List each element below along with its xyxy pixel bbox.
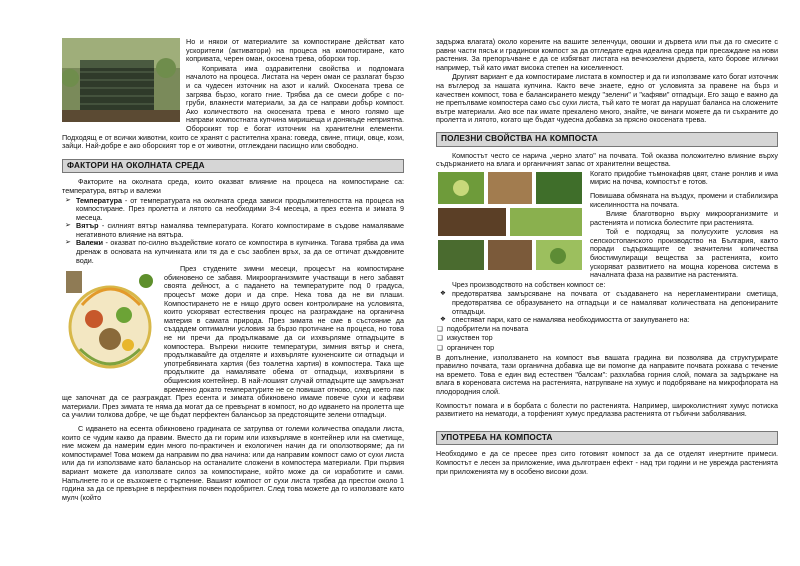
purchase-item: ❑ изкуствен тор: [448, 334, 778, 344]
factors-intro: Факторите на околната среда, които оказват влияние на процеса на компостиране са: температура, вятър и валежи: [62, 177, 404, 195]
benefits-structure: В допълнение, използването на компост във вашата градина ви позволява да структурирате правилно почвата, тази органична добавка ще ви помогне да направите почвата рохкава с течение на времето. Това е един вид естествен "балсам": разхлабва горния слой, помага за задържане на влага в кореновата система на растенията, натрупване на хумус и подобряване на микрофлората на плодородния слой.: [436, 352, 778, 396]
benefits-diseases: Компостът помага и в борбата с болести по растенията. Например, широколистният хумус потиска развитието на нематоди, а торфеният хумус предлазва растенията от гъбични заболявания.: [436, 400, 778, 419]
factor-item-rain: ➢ Валежи - оказват по-силно въздействие когато се компостира в купчинка. Тогава трябва да има дренаж в основата на купчинката или тя да е със заоблен връх, за да се оттичат дъждовните води.: [76, 239, 404, 265]
production-list: [436, 290, 778, 324]
benefits-ready: Когато придобие тъмнокафяв цвят, стане ронлив и има мирис на почва, компостът е готов.: [590, 168, 778, 187]
factor-item-wind: ➢ Вятър - силният вятър намалява температурата. Когато компостираме в съдове намаляваме негативното влияние на вятъра.: [76, 222, 404, 239]
purchase-item: ❑ органичен тор: [448, 344, 778, 354]
intro-paragraph-2: Копривата има оздравителни свойства и подпомага началото на процеса. Листата на черен оман се разлагат бързо и са чудесен източник на азот и калий. Окосената трева се загрява бързо, когато гние. Трябва да се смеси добре с по-груби, влакнести материали, за да се направи добър компост. Ако количеството на окосената трева е много голямо ще направи компостната купчина миришеща и донякъде неприятна. Оборският тор е богат източник на хранителни елементи. Подходящ е от всички животни, които се хранят с растителна храна: говеда, свине, птици, овце, кози, зайци. Най-добре е ако оборският тор е от животни, отглеждани пасищно или свободно.: [62, 63, 404, 151]
winter-paragraph: През студените зимни месеци, процесът на компостиране обикновено се забавя. Микроорганизмите участващи в него забавят своята дейност, а с падането на температурите под 0 градуса, процесът може дори и да спре. Нека това да не ви плаши. Компостирането не е нищо друго освен контролиране на условията, които ускоряват естествения процес на разграждане на органична материя в самата природа. През зимата не сме в състояние да създадем оптимални условия за бързо протичане на процеса, но това не ни пречи да продължаваме да си изхвърляме отпадъците в компостера. Въпреки ниските температури, зимния вятър и снега, продължавайте да отделяте и изхвърляте кухненските си отпадъци и употребявината хартия (без тоалетна хартия) в компостера. Така ще продължите да намалявате обема от отпадъци, изхвърляни в общинския контейнер. В най-лошият случай отпадъците ще замръзнат временно докато температурите не се повишат отново, след което пак ще започнат да се разграждат. През есента и зимата обикновено имаме повече сухи и кафяви материали. През зимата те няма да могат да се превърнат в компост, но до идването на пролетта ще са училии толкова добре, че ще бъдат перфектен балансьор за предстоящите зелени отпадъци.: [62, 264, 404, 420]
production-item: ❖ предотвратява замърсяване на почвата от създаването на нерегламентирани сметища, предотвратява се образуването на отпадъци и се намаляват количествата на депонираните отпадъци.: [452, 290, 778, 316]
use-paragraph: Необходимо е да се пресее през сито готовият компост за да се отделят инертните примеси. Компостът е лесен за приложение, има дълготраен ефект - над три години и не уврежда растенията при приложенията му в особено високи дози.: [436, 449, 778, 476]
second-variant-paragraph: Другият вариант е да компостираме листата в компостер и да ги използваме като богат източник на въглерод за нашата купчина. Както вече знаете, едно от условията за правене на бърз и качествен компост, това е балансирането между "зелени" и "кафяви" отпадъци. Его защо е важно да не препълваме компостера само със сухи листа, тъй като те могат да нарушат баланса на сложените вътре материали. Ако все пак имате прекалено много, знайте, че винаги можете да ги съхраните до пролетта и лятото, когато ще бъдат чудесна добавка за прясно окосената трева.: [436, 72, 778, 125]
continued-paragraph: задържа влагата) около корените на вашите зеленчуци, овошки и дървета или пък да го смесите с равни части пясък и градински компост за да отгледате една идеална среда при пресаждане на нови растения. За препоръчване е да се избягват листата на вечнозелени дървета, като борове иглички например, тъй като имат висока степен на киселинност.: [436, 37, 778, 72]
purchase-item: ❑ подобрители на почвата: [448, 325, 778, 335]
right-column: [436, 38, 778, 477]
section-heading-factors: ФАКТОРИ НА ОКОЛНАТА СРЕДА: [62, 159, 404, 174]
compost-cycle-illustration: [62, 265, 158, 383]
benefits-air: Повишава обмяната на въздух, промени и стабилизира киселинността на почвата.: [590, 190, 778, 209]
compost-bin-photo: [62, 38, 180, 122]
production-item: ❖ спестяват пари, като се намалява необходимостта от закупуването на:: [452, 316, 778, 325]
production-intro: Чрез производството на собствен компост се:: [452, 279, 606, 289]
section-heading-benefits: ПОЛЕЗНИ СВОЙСТВА НА КОМПОСТА: [436, 132, 778, 147]
autumn-leaves-paragraph: С идването на есента обикновено градината се затрупва от големи количества опадали листа, които се чудим какво да правим. Вместо да ги горим или изхвърляме в контейнер или на сметище, ние можем да намерим един много по-практичен и екологичен начин да ги оползотворяме; да ги компостираме! Това можем да направим по два начина: или да направим компост само от сухи листа или да ги използваме като балансьор на останалите сложени в компостера материали. При първия вариант можете да използвате силоз за компостиране, който може да си изработите и сами. Напълнете го и се възхожете с търпение. Вашият компост от сухи листа трябва да престои около 1 година за да се превърне в перфектния почвен подобрител. След това можете да го използвате като мулч (който: [62, 423, 404, 502]
purchase-list: [436, 325, 778, 354]
benefits-microorganisms: Влияе благотворно върху микроорганизмите и растенията и потиска болестите при растенията.: [590, 209, 778, 227]
compost-benefits-photo-collage: [436, 170, 584, 272]
intro-paragraph-1: Но и някои от материалите за компостиране действат като ускорители (активатори) на процеса на компостиране, като копривата, черен оман, окосена трева, оборски тор.: [186, 37, 404, 64]
left-column: [62, 38, 404, 503]
section-heading-use: УПОТРЕБА НА КОМПОСТА: [436, 431, 778, 446]
benefits-intro: Компостът често се нарича „черно злато" на почвата. Той оказва положително влияние върху съдържанието на влага и органичният запас от хранителни вещества.: [436, 150, 778, 169]
benefits-bulgaria: Той е подходящ за полусухите условия на селскостопанското производство на България, както поради съдържащите се значителни количества биостимулиращи вещества за растенията, които ускоряват развитието на мощна коренова система в началната фаза на развитие на растенията.: [590, 227, 778, 280]
factor-item-temperature: ➢ Температура - от температурата на околната среда зависи продължителността на процеса на компостиране. През пролетта и лятото са необходими 3-4 месеца, а през есента и зимата 9 месеца.: [76, 197, 404, 223]
factors-list: [62, 197, 404, 266]
